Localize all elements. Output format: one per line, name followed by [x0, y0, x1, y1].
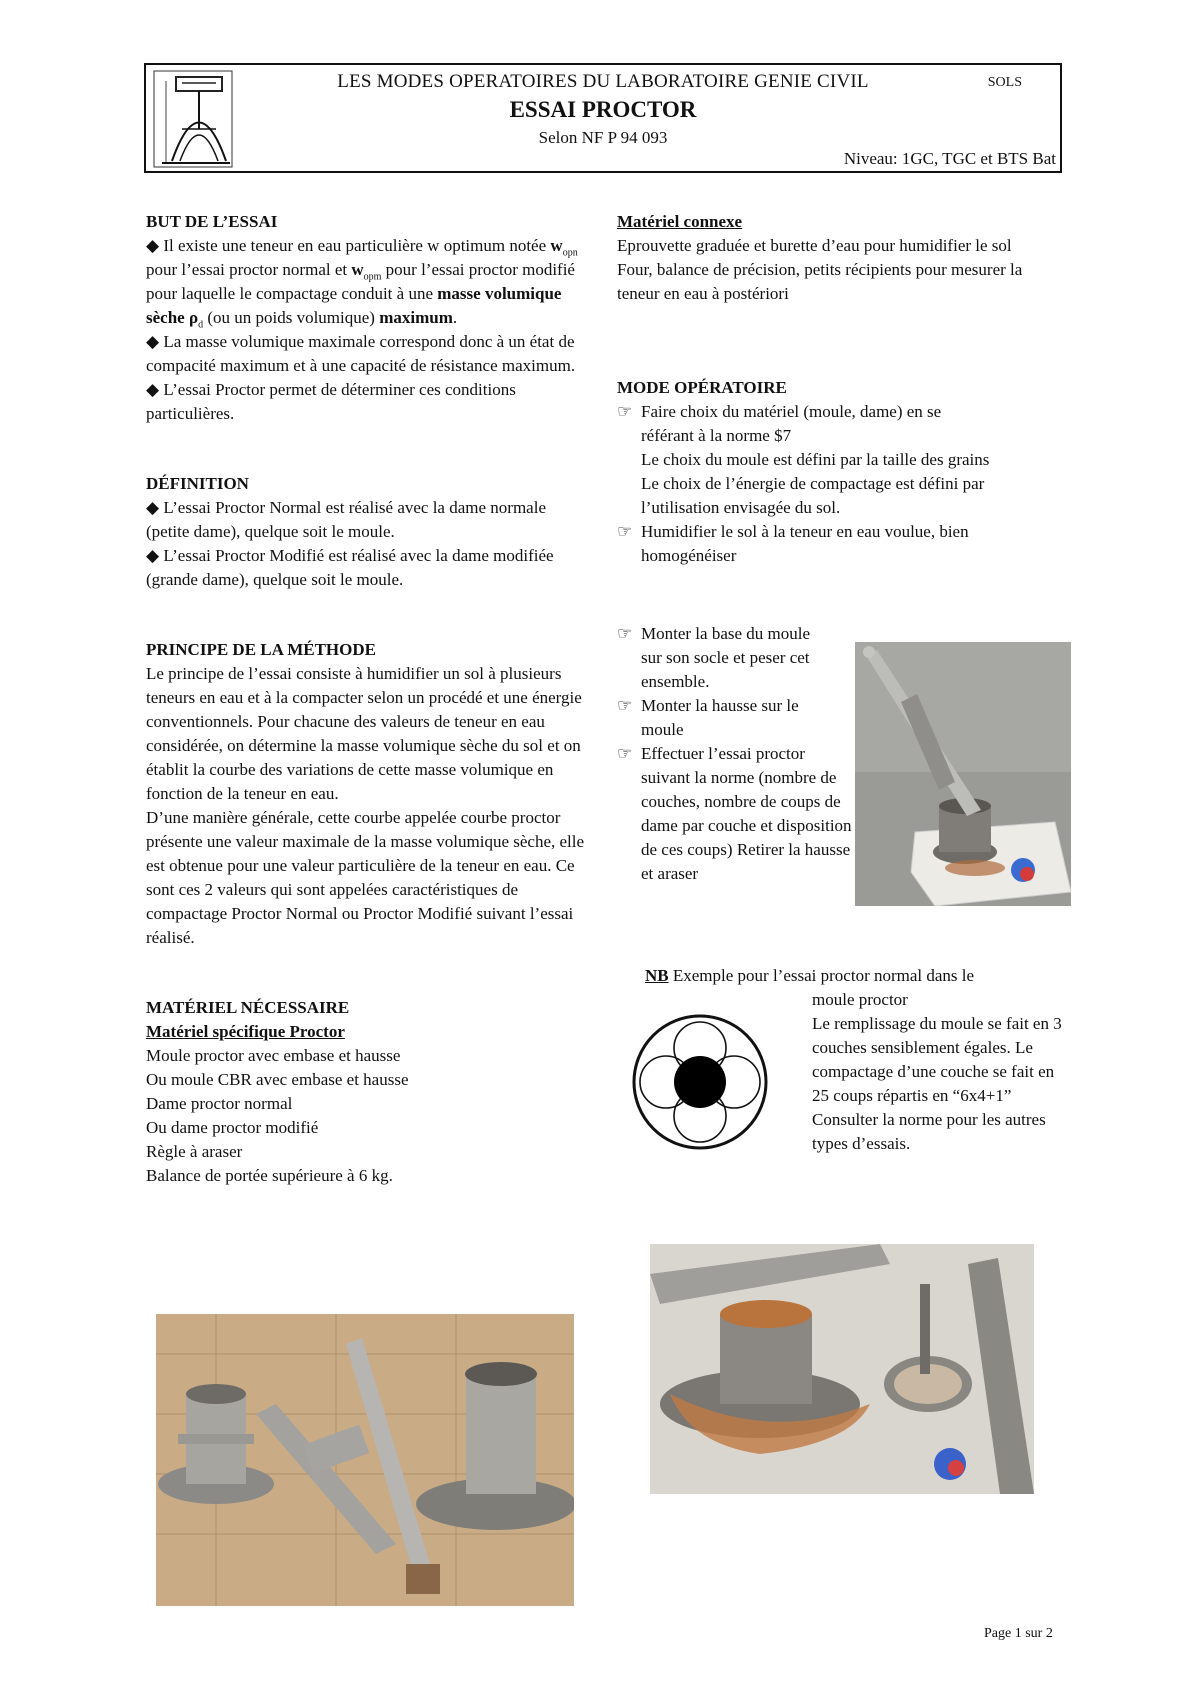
- but-paragraph-1: ◆ Il existe une teneur en eau particulière w optimum notée $w_{opn}$ pour l’essai proctor normal et $w_{opm}$ pour l’essai proctor modifié pour laquelle le compactage conduit à une masse volumique sèche $\rho_d$ (ou un poids volumique) maximum.: [146, 236, 578, 331]
- nb-label: NB: [645, 966, 669, 985]
- mode-step-2-cont: homogénéiser: [641, 546, 737, 565]
- mode-step-3: ☞ Monter la base du moule: [617, 622, 855, 646]
- pointing-hand-icon: ☞: [617, 624, 633, 643]
- pointing-hand-icon: ☞: [617, 744, 633, 763]
- pointing-hand-icon: ☞: [617, 696, 633, 715]
- definition-paragraph-2: ◆ L’essai Proctor Modifié est réalisé avec la dame modifiée (grande dame), quelque soit le moule.: [146, 546, 554, 589]
- page-title: ESSAI PROCTOR: [509, 97, 697, 122]
- photo-proctor-rammer: [855, 642, 1071, 906]
- principe-heading: PRINCIPE DE LA MÉTHODE: [146, 640, 376, 659]
- principe-paragraph-1: Le principe de l’essai consiste à humidifier un sol à plusieurs teneurs en eau et à la compacter selon un procédé et une énergie conventionnels. Pour chacune des valeurs de teneur en eau considérée, on détermine la masse volumique sèche du sol et on établit la courbe des variations de cette masse volumique en fonction de la teneur en eau.: [146, 664, 582, 803]
- compaction-pattern-diagram: [630, 1012, 770, 1152]
- header-level: Niveau: 1GC, TGC et BTS Bat: [843, 149, 1056, 168]
- materiel-specific-heading: Matériel spécifique Proctor: [146, 1022, 345, 1041]
- mode-step-5: ☞ Effectuer l’essai proctor: [617, 742, 855, 766]
- materiel-item: Moule proctor avec embase et hausse: [146, 1046, 401, 1065]
- mode-step-1: ☞ Faire choix du matériel (moule, dame) en se: [617, 400, 1067, 424]
- materiel-item: Ou moule CBR avec embase et hausse: [146, 1070, 409, 1089]
- mode-step-1-energie: Le choix de l’énergie de compactage est défini par: [641, 474, 985, 493]
- nb-moule: moule proctor: [812, 990, 908, 1009]
- materiel-item: Balance de portée supérieure à 6 kg.: [146, 1166, 393, 1185]
- pointing-hand-icon: ☞: [617, 402, 633, 421]
- materiel-heading: MATÉRIEL NÉCESSAIRE: [146, 998, 350, 1017]
- header-category: SOLS: [987, 75, 1022, 90]
- mode-step-1-moule: Le choix du moule est défini par la taille des grains: [641, 450, 990, 469]
- materiel-item: Ou dame proctor modifié: [146, 1118, 319, 1137]
- photo-compacted-soil: [650, 1244, 1034, 1494]
- but-heading: BUT DE L’ESSAI: [146, 212, 278, 231]
- header-norm: Selon NF P 94 093: [538, 128, 668, 147]
- document-header: [144, 63, 1062, 173]
- connexe-heading: Matériel connexe: [617, 212, 743, 231]
- mode-step-4: ☞ Monter la hausse sur le: [617, 694, 855, 718]
- left-column: [146, 210, 588, 1188]
- but-paragraph-3: ◆ L’essai Proctor permet de déterminer ces conditions particulières.: [146, 380, 516, 423]
- mode-heading: MODE OPÉRATOIRE: [617, 378, 787, 397]
- pointing-hand-icon: ☞: [617, 522, 633, 541]
- mode-step-3-cont: sur son socle et peser cet ensemble.: [641, 648, 810, 691]
- nb-consulter: Consulter la norme pour les autres types d’essais.: [812, 1110, 1046, 1153]
- connexe-paragraph-1: Eprouvette graduée et burette d’eau pour humidifier le sol: [617, 236, 1012, 255]
- nb-line: NB Exemple pour l’essai proctor normal dans le: [645, 966, 975, 985]
- definition-paragraph-1: ◆ L’essai Proctor Normal est réalisé avec la dame normale (petite dame), quelque soit le moule.: [146, 498, 546, 541]
- nb-first-line: [645, 964, 1075, 988]
- but-paragraph-2: ◆ La masse volumique maximale correspond donc à un état de compacité maximum et à une capacité de résistance maximum.: [146, 332, 576, 375]
- principe-paragraph-2: D’une manière générale, cette courbe appelée courbe proctor présente une valeur maximale de la masse volumique sèche, elle est obtenue pour une valeur particulière de la teneur en eau. Ce sont ces 2 valeurs qui sont appelées caractéristiques de compactage Proctor Normal ou Proctor Modifié suivant l’essai réalisé.: [146, 808, 585, 947]
- materiel-item: Règle à araser: [146, 1142, 243, 1161]
- nb-remplissage: Le remplissage du moule se fait en 3 couches sensiblement égales. Le compactage d’une couche se fait en 25 coups répartis en “6x4+1”: [812, 1014, 1062, 1105]
- mode-step-2: ☞ Humidifier le sol à la teneur en eau voulue, bien: [617, 520, 1067, 544]
- definition-heading: DÉFINITION: [146, 474, 249, 493]
- mode-step-1-cont: référant à la norme $7: [641, 426, 792, 445]
- mode-step-4-cont: moule: [641, 720, 684, 739]
- mode-steps-narrow: [617, 622, 855, 886]
- right-column: [617, 210, 1067, 568]
- mode-step-5-cont: suivant la norme (nombre de couches, nombre de coups de dame par couche et disposition de ces coups) Retirer la hausse et araser: [641, 768, 852, 883]
- page-number: Page 1 sur 2: [984, 1626, 1053, 1641]
- nb-description: [812, 988, 1068, 1156]
- header-lab-line: LES MODES OPERATOIRES DU LABORATOIRE GENIE CIVIL: [337, 71, 869, 92]
- mode-step-1-end: l’utilisation envisagée du sol.: [641, 498, 841, 517]
- photo-proctor-equipment: [156, 1314, 574, 1606]
- connexe-paragraph-2: Four, balance de précision, petits récipients pour mesurer la teneur en eau à postériori: [617, 260, 1023, 303]
- materiel-item: Dame proctor normal: [146, 1094, 293, 1113]
